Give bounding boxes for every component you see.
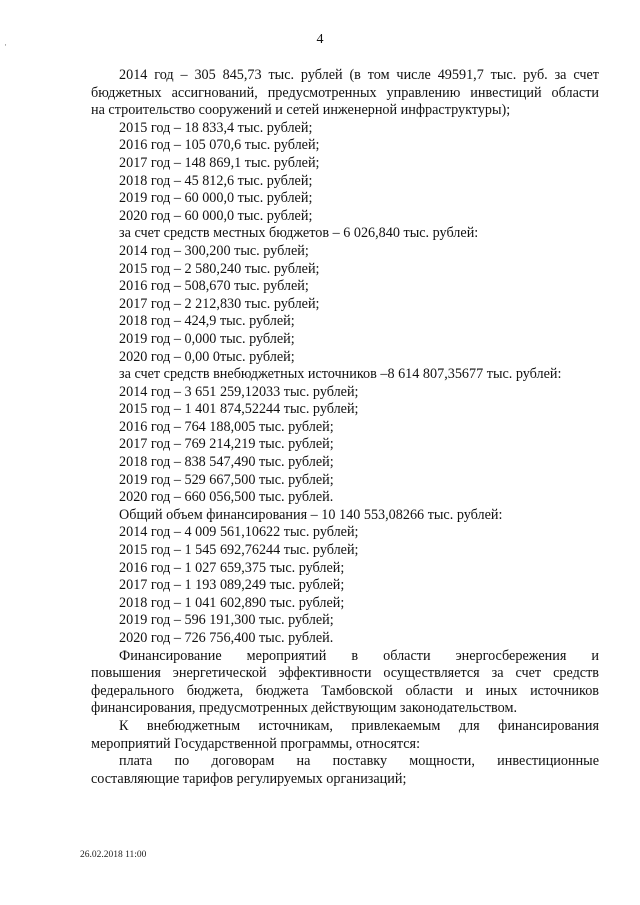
text-line: повышения энергетической эффективности осуществляется за счет средств [91,665,599,682]
text-line: 2014 год – 305 845,73 тыс. рублей (в том числе 49591,7 тыс. руб. за счет [119,67,599,83]
text-line: 2020 год – 726 756,400 тыс. рублей. [119,630,334,646]
text-line: на строительство сооружений и сетей инженерной инфраструктуры); [91,102,511,119]
text-line: 2020 год – 60 000,0 тыс. рублей; [119,207,313,224]
text-line: 2019 год – 60 000,0 тыс. рублей; [119,190,313,207]
page-number: 4 [316,32,324,47]
text-line: 2017 год – 148 869,1 тыс. рублей; [119,154,320,171]
margin-mark: · [4,40,7,50]
text-line: 2019 год – 0,000 тыс. рублей; [119,330,295,347]
text-line: 2018 год – 1 041 602,890 тыс. рублей; [119,594,345,611]
text-line: федерального бюджета, бюджета Тамбовской области и иных источников [91,682,599,699]
text-line: составляющие тарифов регулируемых организаций; [91,770,407,787]
text-line: 2019 год – 596 191,300 тыс. рублей; [119,612,334,629]
text-line: мероприятий Государственной программы, относятся: [91,735,421,752]
text-line: Финансирование мероприятий в области энергосбережения и [119,647,599,664]
text-line: 2015 год – 2 580,240 тыс. рублей; [119,260,320,277]
document-body [91,67,599,788]
text-line: 2016 год – 508,670 тыс. рублей; [119,278,309,295]
text-line: К внебюджетным источникам, привлекаемым для финансирования [119,717,599,734]
text-line: 2016 год – 764 188,005 тыс. рублей; [119,418,334,435]
text-line: 2018 год – 424,9 тыс. рублей; [119,313,295,330]
text-line: 2016 год – 1 027 659,375 тыс. рублей; [119,559,345,576]
text-line: бюджетных ассигнований, предусмотренных управлению инвестиций области [91,84,599,101]
footer-timestamp: 26.02.2018 11:00 [80,850,147,860]
text-line: 2017 год – 1 193 089,249 тыс. рублей; [119,577,345,594]
text-line: 2017 год – 769 214,219 тыс. рублей; [119,436,334,453]
text-line: 2020 год – 660 056,500 тыс. рублей. [119,489,334,506]
text-line: финансирования, предусмотренных действующим законодательством. [91,700,518,717]
text-line: за счет средств внебюджетных источников –8 614 807,35677 тыс. рублей: [119,366,562,383]
text-line: 2014 год – 4 009 561,10622 тыс. рублей; [119,524,359,541]
text-line: 2015 год – 1 401 874,52244 тыс. рублей; [119,401,359,418]
text-line: 2019 год – 529 667,500 тыс. рублей; [119,471,334,488]
text-line: 2016 год – 105 070,6 тыс. рублей; [119,137,320,154]
text-line: 2018 год – 45 812,6 тыс. рублей; [119,172,313,189]
text-line: плата по договорам на поставку мощности, инвестиционные [119,753,599,770]
text-line: 2014 год – 3 651 259,12033 тыс. рублей; [119,383,359,400]
text-line: Общий объем финансирования – 10 140 553,08266 тыс. рублей: [119,506,503,523]
text-line: 2014 год – 300,200 тыс. рублей; [119,242,309,259]
text-line: 2017 год – 2 212,830 тыс. рублей; [119,295,320,312]
text-line: 2015 год – 18 833,4 тыс. рублей; [119,119,313,136]
text-line: 2020 год – 0,00 0тыс. рублей; [119,348,295,365]
text-line: за счет средств местных бюджетов – 6 026,840 тыс. рублей: [119,225,479,242]
text-line: 2018 год – 838 547,490 тыс. рублей; [119,454,334,471]
text-line: 2015 год – 1 545 692,76244 тыс. рублей; [119,542,359,559]
